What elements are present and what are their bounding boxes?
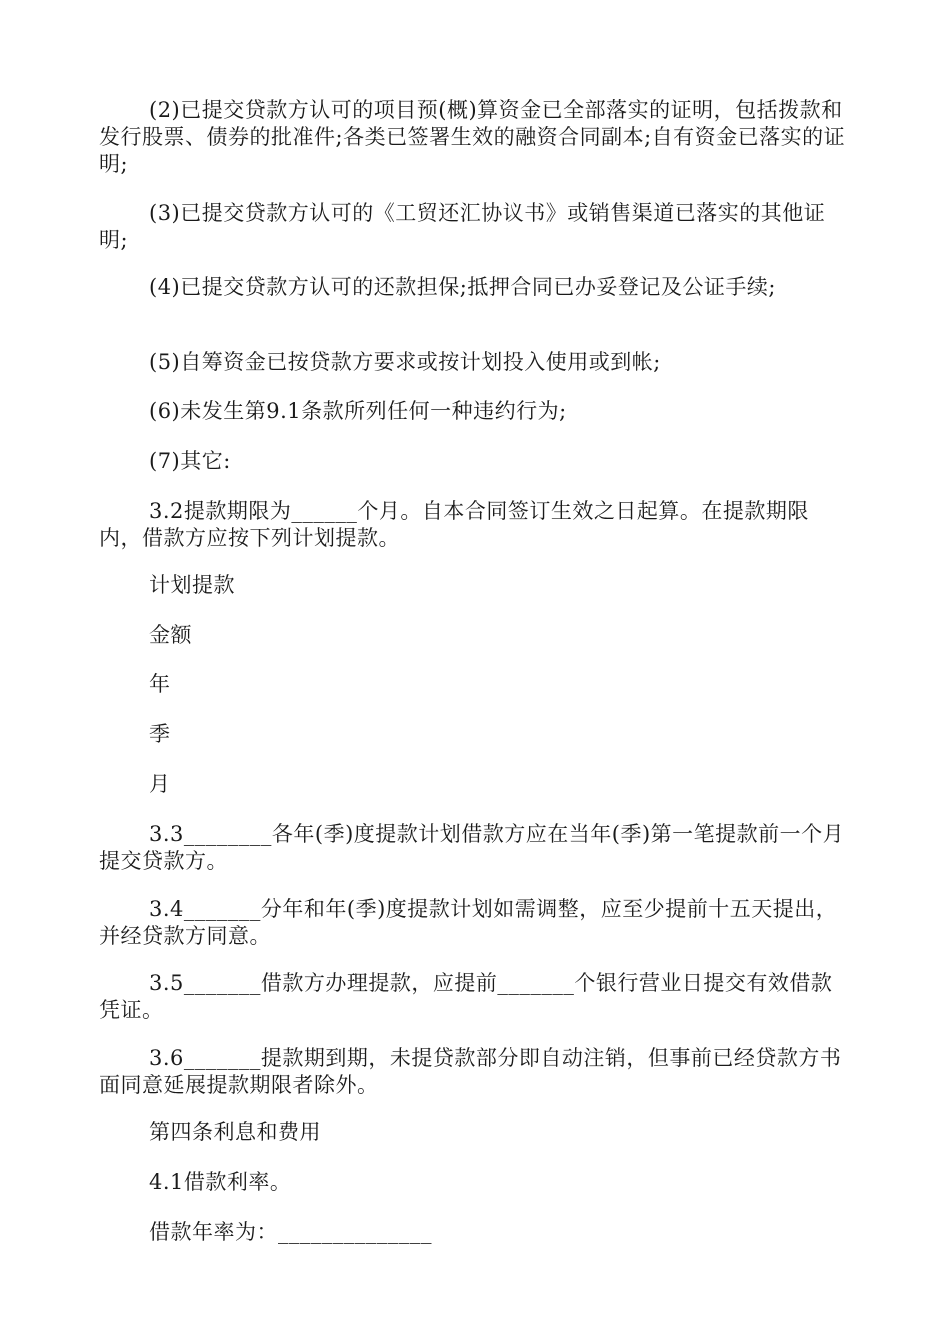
label-quarter: 季 — [149, 722, 171, 746]
paragraph-condition-6: (6)未发生第9.1条款所列任何一种违约行为; — [149, 399, 567, 423]
paragraph-condition-4 — [99, 274, 851, 301]
paragraph-condition-7: (7)其它: — [149, 449, 231, 473]
paragraph-text: 3.2提款期限为______个月。自本合同签订生效之日起算。在提款期限内，借款方应按下列计划提款。 — [99, 499, 809, 550]
paragraph-text: 3.3________各年(季)度提款计划借款方应在当年(季)第一笔提款前一个月提交贷款方。 — [99, 822, 845, 873]
label-year: 年 — [149, 672, 171, 696]
paragraph-clause-3-4 — [99, 896, 851, 950]
paragraph-text: (2)已提交贷款方认可的项目预(概)算资金已全部落实的证明，包括拨款和发行股票、债券的批准件;各类已签署生效的融资合同副本;自有资金已落实的证明; — [99, 98, 846, 176]
label-plan-withdrawal: 计划提款 — [149, 573, 235, 597]
paragraph-annual-rate: 借款年率为：______________ — [149, 1220, 432, 1244]
paragraph-clause-3-6 — [99, 1045, 851, 1099]
paragraph-clause-4-1: 4.1借款利率。 — [149, 1170, 292, 1194]
paragraph-condition-2 — [99, 97, 851, 178]
paragraph-text: 3.5_______借款方办理提款，应提前_______个银行营业日提交有效借款凭证。 — [99, 971, 833, 1022]
paragraph-text: 3.6_______提款期到期，未提贷款部分即自动注销，但事前已经贷款方书面同意延展提款期限者除外。 — [99, 1046, 842, 1097]
paragraph-condition-5: (5)自筹资金已按贷款方要求或按计划投入使用或到帐; — [149, 350, 661, 374]
paragraph-text: 3.4_______分年和年(季)度提款计划如需调整，应至少提前十五天提出，并经贷款方同意。 — [99, 897, 838, 948]
label-month: 月 — [149, 772, 171, 796]
paragraph-text: (4)已提交贷款方认可的还款担保;抵押合同已办妥登记及公证手续; — [149, 275, 776, 299]
paragraph-condition-3 — [99, 200, 851, 254]
paragraph-clause-3-2 — [99, 498, 851, 552]
paragraph-clause-3-5 — [99, 970, 851, 1024]
label-amount: 金额 — [149, 623, 192, 647]
paragraph-text: (3)已提交贷款方认可的《工贸还汇协议书》或销售渠道已落实的其他证明; — [99, 201, 826, 252]
heading-article-4: 第四条利息和费用 — [149, 1120, 321, 1144]
paragraph-clause-3-3 — [99, 821, 851, 875]
